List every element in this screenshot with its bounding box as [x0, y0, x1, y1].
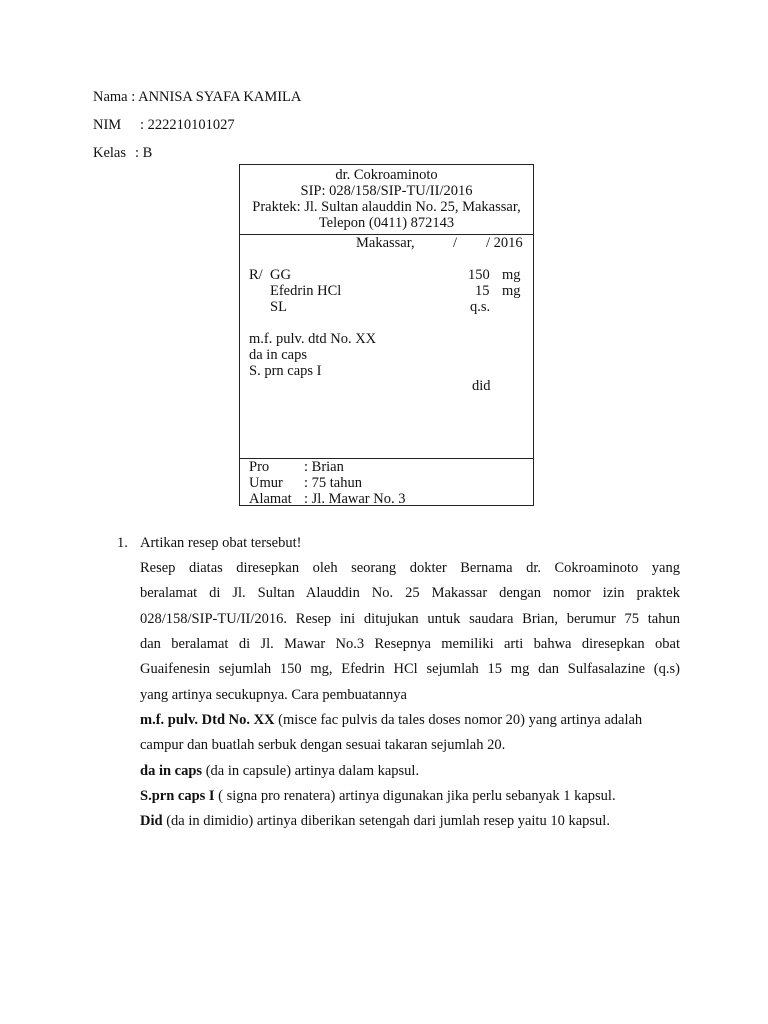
rx-instruction: m.f. pulv. dtd No. XX — [249, 331, 377, 347]
student-nim-label: NIM — [93, 117, 122, 133]
mf-meaning: (misce fac pulvis da tales doses nomor 20) yang artinya adalah — [274, 712, 643, 728]
doctor-name: dr. Cokroaminoto — [335, 167, 438, 183]
signa-explanation — [140, 787, 616, 805]
rx-item-name: Efedrin HCl — [270, 283, 342, 299]
da-term: da in caps — [140, 763, 203, 779]
doctor-praktek: Praktek: Jl. Sultan alauddin No. 25, Makassar, — [252, 199, 521, 215]
student-kelas-value: : B — [135, 145, 153, 161]
patient-value: : Jl. Mawar No. 3 — [304, 491, 406, 507]
student-nim-value: : 222210101027 — [140, 117, 235, 133]
rx-symbol: R/ — [249, 267, 263, 283]
patient-label: Alamat — [249, 491, 292, 507]
doctor-sip: SIP: 028/158/SIP-TU/II/2016 — [300, 183, 473, 199]
prescription-box — [239, 164, 534, 506]
patient-value: : 75 tahun — [304, 475, 362, 491]
da-meaning: (da in capsule) artinya dalam kapsul. — [202, 763, 420, 779]
patient-value: : Brian — [304, 459, 344, 475]
prescription-header — [240, 165, 533, 235]
rx-instruction: S. prn caps I — [249, 363, 322, 379]
rx-item-name: SL — [270, 299, 287, 315]
prescription-date: / 2016 — [486, 235, 523, 251]
rx-item-unit: mg — [502, 267, 521, 283]
rx-item-amount: 15 — [475, 283, 490, 299]
question-number: 1. — [117, 535, 128, 551]
signa-meaning: ( signa pro renatera) artinya digunakan jika perlu sebanyak 1 kapsul. — [214, 788, 616, 804]
mf-term: m.f. pulv. Dtd No. XX — [140, 712, 275, 728]
rx-did: did — [472, 378, 491, 394]
patient-info — [240, 458, 533, 506]
rx-item-name: GG — [270, 267, 291, 283]
did-explanation — [140, 812, 610, 830]
mf-explanation — [140, 711, 642, 729]
signa-term: S.prn caps I — [140, 788, 215, 804]
rx-instruction: da in caps — [249, 347, 307, 363]
rx-item-unit: mg — [502, 283, 521, 299]
rx-item-amount: q.s. — [470, 299, 491, 315]
rx-item-amount: 150 — [468, 267, 490, 283]
patient-label: Pro — [249, 459, 270, 475]
answer-line: yang artinya secukupnya. Cara pembuatannya — [140, 687, 407, 703]
prescription-city: Makassar, — [356, 235, 415, 251]
prescription-date-slash: / — [453, 235, 458, 251]
answer-line: dan beralamat di Jl. Mawar No.3 Resepnya memiliki arti bahwa diresepkan obat — [140, 636, 680, 652]
mf-explanation-cont: campur dan buatlah serbuk dengan sesuai takaran sejumlah 20. — [140, 737, 506, 753]
answer-line: beralamat di Jl. Sultan Alauddin No. 25 Makassar dengan nomor izin praktek — [140, 585, 680, 601]
did-term: Did — [140, 813, 163, 829]
question-text: Artikan resep obat tersebut! — [140, 535, 302, 551]
student-name: Nama : ANNISA SYAFA KAMILA — [93, 89, 302, 105]
doctor-telepon: Telepon (0411) 872143 — [318, 215, 455, 231]
student-kelas-label: Kelas — [93, 145, 127, 161]
answer-line: Guaifenesin sejumlah 150 mg, Efedrin HCl sejumlah 15 mg dan Sulfasalazine (q.s) — [140, 661, 680, 677]
answer-line: Resep diatas diresepkan oleh seorang dokter Bernama dr. Cokroaminoto yang — [140, 560, 680, 576]
da-explanation — [140, 762, 419, 780]
did-meaning: (da in dimidio) artinya diberikan setengah dari jumlah resep yaitu 10 kapsul. — [162, 813, 610, 829]
patient-label: Umur — [249, 475, 283, 491]
answer-line: 028/158/SIP-TU/II/2016. Resep ini ditujukan untuk saudara Brian, berumur 75 tahun — [140, 611, 680, 627]
